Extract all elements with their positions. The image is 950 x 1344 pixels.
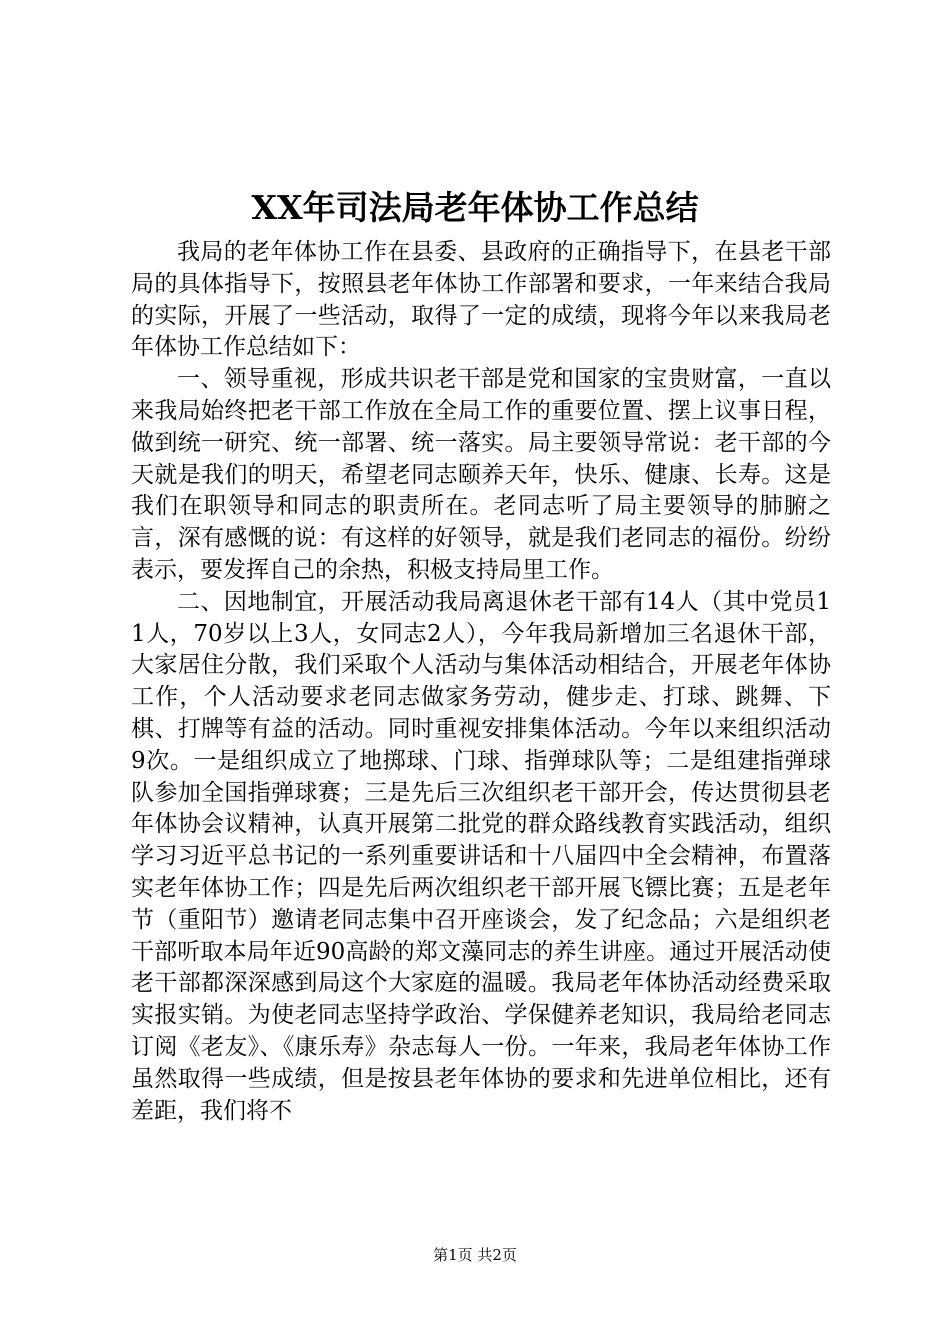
page-footer: 第1页 共2页 [433, 1246, 517, 1264]
document-body [131, 237, 831, 1127]
document-title: XX年司法局老年体协工作总结 [251, 188, 699, 227]
paragraph-intro: 我局的老年体协工作在县委、县政府的正确指导下，在县老干部局的具体指导下，按照县老年体协工作部署和要求，一年来结合我局的实际，开展了一些活动，取得了一定的成绩，现将今年以来我局老年体协工作总结如下： [131, 239, 831, 361]
paragraph-activities: 二、因地制宜，开展活动我局离退休老干部有14人（其中党员11人，70岁以上3人，女同志2人），今年我局新增加三名退休干部，大家居住分散，我们采取个人活动与集体活动相结合，开展老年体协工作，个人活动要求老同志做家务劳动，健步走、打球、跳舞、下棋、打牌等有益的活动。同时重视安排集体活动。今年以来组织活动9次。一是组织成立了地掷球、门球、指弹球队等；二是组建指弹球队参加全国指弹球赛；三是先后三次组织老干部开会，传达贯彻县老年体协会议精神，认真开展第二批党的群众路线教育实践活动，组织学习习近平总书记的一系列重要讲话和十八届四中全会精神，布置落实老年体协工作；四是先后两次组织老干部开展飞镖比赛；五是老年节（重阳节）邀请老同志集中召开座谈会，发了纪念品；六是组织老干部听取本局年近90高龄的郑文藻同志的养生讲座。通过开展活动使老干部都深深感到局这个大家庭的温暖。我局老年体协活动经费采取实报实销。为使老同志坚持学政治、学保健养老知识，我局给老同志订阅《老友》、《康乐寿》杂志每人一份。一年来，我局老年体协工作虽然取得一些成绩，但是按县老年体协的要求和先进单位相比，还有差距，我们将不 [131, 588, 831, 1124]
paragraph-leadership: 一、领导重视，形成共识老干部是党和国家的宝贵财富，一直以来我局始终把老干部工作放在全局工作的重要位置、摆上议事日程，做到统一研究、统一部署、统一落实。局主要领导常说：老干部的今天就是我们的明天，希望老同志颐养天年，快乐、健康、长寿。这是我们在职领导和同志的职责所在。老同志听了局主要领导的肺腑之言，深有感慨的说：有这样的好领导，就是我们老同志的福份。纷纷表示，要发挥自己的余热，积极支持局里工作。 [131, 366, 831, 583]
